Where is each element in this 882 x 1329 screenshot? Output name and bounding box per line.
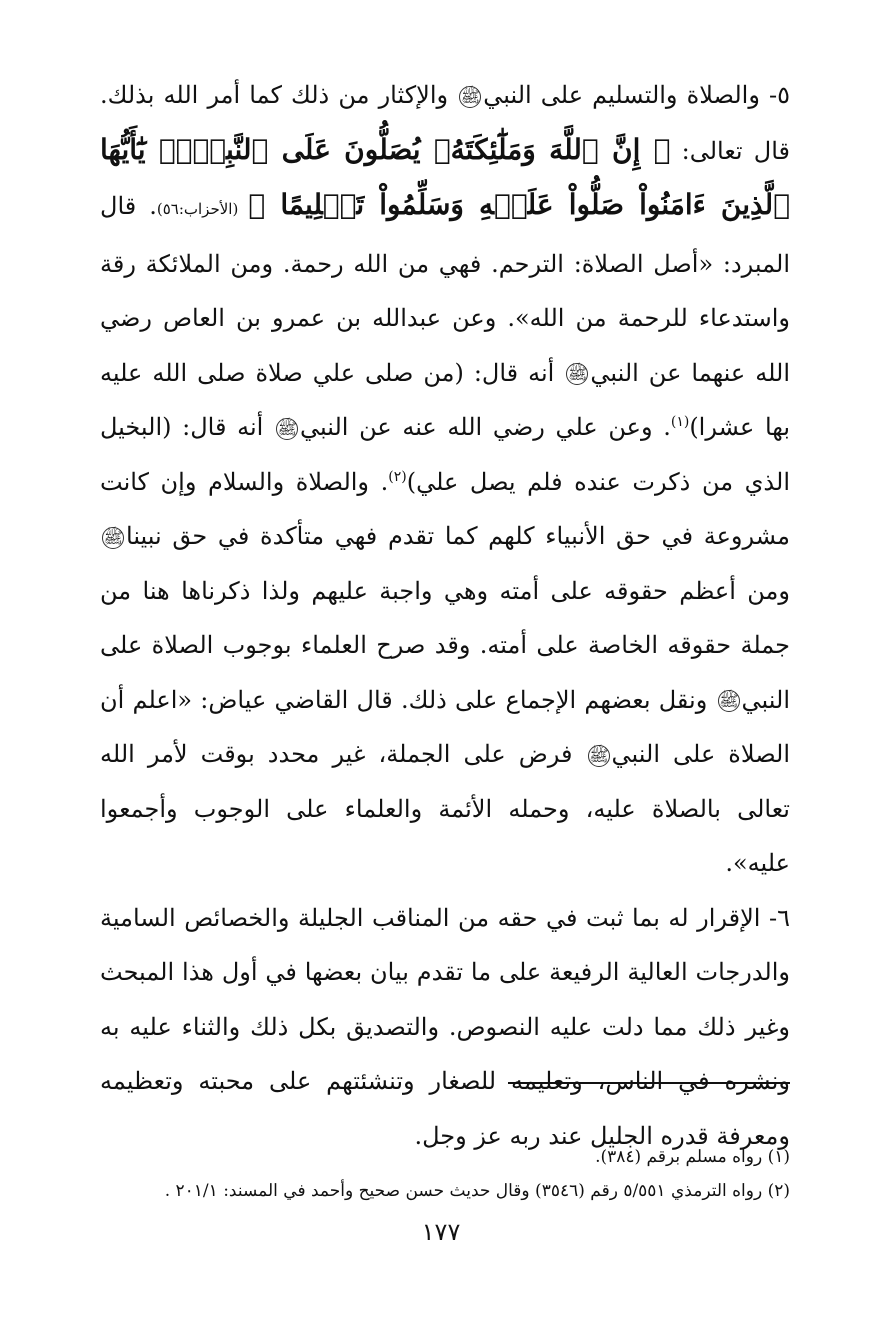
- text-run: فرض على الجملة، غير محدد بوقت لأمر الله تعالى بالصلاة عليه، وحمله الأئمة والعلماء على الوجوب وأجمعوا عليه».: [100, 740, 790, 877]
- salawat-symbol-icon: ﷺ: [719, 691, 739, 710]
- text-run: ونقل بعضهم الإجماع على ذلك. قال القاضي عياض: «اعلم أن الصلاة على النبي: [100, 685, 790, 768]
- salawat-symbol-icon: ﷺ: [277, 418, 297, 438]
- main-text: [100, 68, 790, 1163]
- salawat-symbol-icon: ﷺ: [103, 527, 123, 547]
- text-run: . والصلاة والسلام وإن كانت مشروعة في حق الأنبياء كلهم كما تقدم فهي متأكدة في حق نبينا: [100, 467, 790, 550]
- page-number: ١٧٧: [421, 1218, 461, 1246]
- quran-verse: ﴿ إِنَّ ٱللَّهَ وَمَلَٰٓئِكَتَهُۥ يُصَلُّونَ عَلَى ٱلنَّبِيِّۚ يَٰٓأَيُّهَا ٱلَّذِينَ ءَامَنُواْ صَلُّواْ عَلَيۡهِ وَسَلِّمُواْ تَسۡلِيمًا ﴾: [100, 132, 791, 221]
- footnotes: [100, 1140, 790, 1208]
- footnote-2: (٢) رواه الترمذي ٥/٥٥١ رقم (٣٥٤٦) وقال حديث حسن صحيح وأحمد في المسند: ٢٠١/١ .: [164, 1181, 790, 1201]
- footnote-ref-2[interactable]: (٢): [388, 468, 407, 485]
- footnote-divider: [508, 1082, 790, 1084]
- text-run: . قال المبرد: «أصل الصلاة: الترحم. فهي من الله رحمة. ومن الملائكة رقة واستدعاء للرحمة من الله». وعن عبدالله بن عمرو بن العاص رضي الله عنهما عن النبي: [100, 192, 791, 387]
- page-body: [100, 68, 790, 1313]
- verse-reference: (الأحزاب:٥٦): [156, 200, 249, 218]
- salawat-symbol-icon: ﷺ: [589, 745, 609, 765]
- paragraph-5: [100, 68, 790, 891]
- text-run: أنه قال: (من صلى علي صلاة صلى الله عليه بها عشرا): [100, 358, 791, 441]
- footnote-ref-1[interactable]: (١): [670, 414, 690, 430]
- footnote-1: (١) رواه مسلم برقم (٣٨٤).: [595, 1147, 790, 1167]
- text-run: . وعن علي رضي الله عنه عن النبي: [299, 413, 671, 441]
- salawat-symbol-icon: ﷺ: [460, 86, 481, 106]
- text-run: والإكثار من ذلك كما أمر الله بذلك. قال تعالى:: [100, 81, 790, 165]
- salawat-symbol-icon: ﷺ: [568, 364, 588, 383]
- paragraph-6: ٦- الإقرار له بما ثبت في حقه من المناقب الجليلة والخصائص السامية والدرجات العالية الرفيعة على ما تقدم بيان بعضها في أول هذا المبحث وغير ذلك مما دلت عليه النصوص. والتصديق بكل ذلك والثناء عليه به ونشره في الناس، وتعليمه للصغار وتنشئتهم على محبته وتعظيمه ومعرفة قدره الجليل عند ربه عز وجل.: [100, 903, 790, 1150]
- text-run: ومن أعظم حقوقه على أمته وهي واجبة عليهم ولذا ذكرناها هنا من جملة حقوقه الخاصة على أمته. وقد صرح العلماء بوجوب الصلاة على النبي: [100, 576, 791, 714]
- text-run: ٥- والصلاة والتسليم على النبي: [483, 81, 791, 109]
- text-run: أنه قال: (البخيل الذي من ذكرت عنده فلم يصل علي): [100, 413, 791, 496]
